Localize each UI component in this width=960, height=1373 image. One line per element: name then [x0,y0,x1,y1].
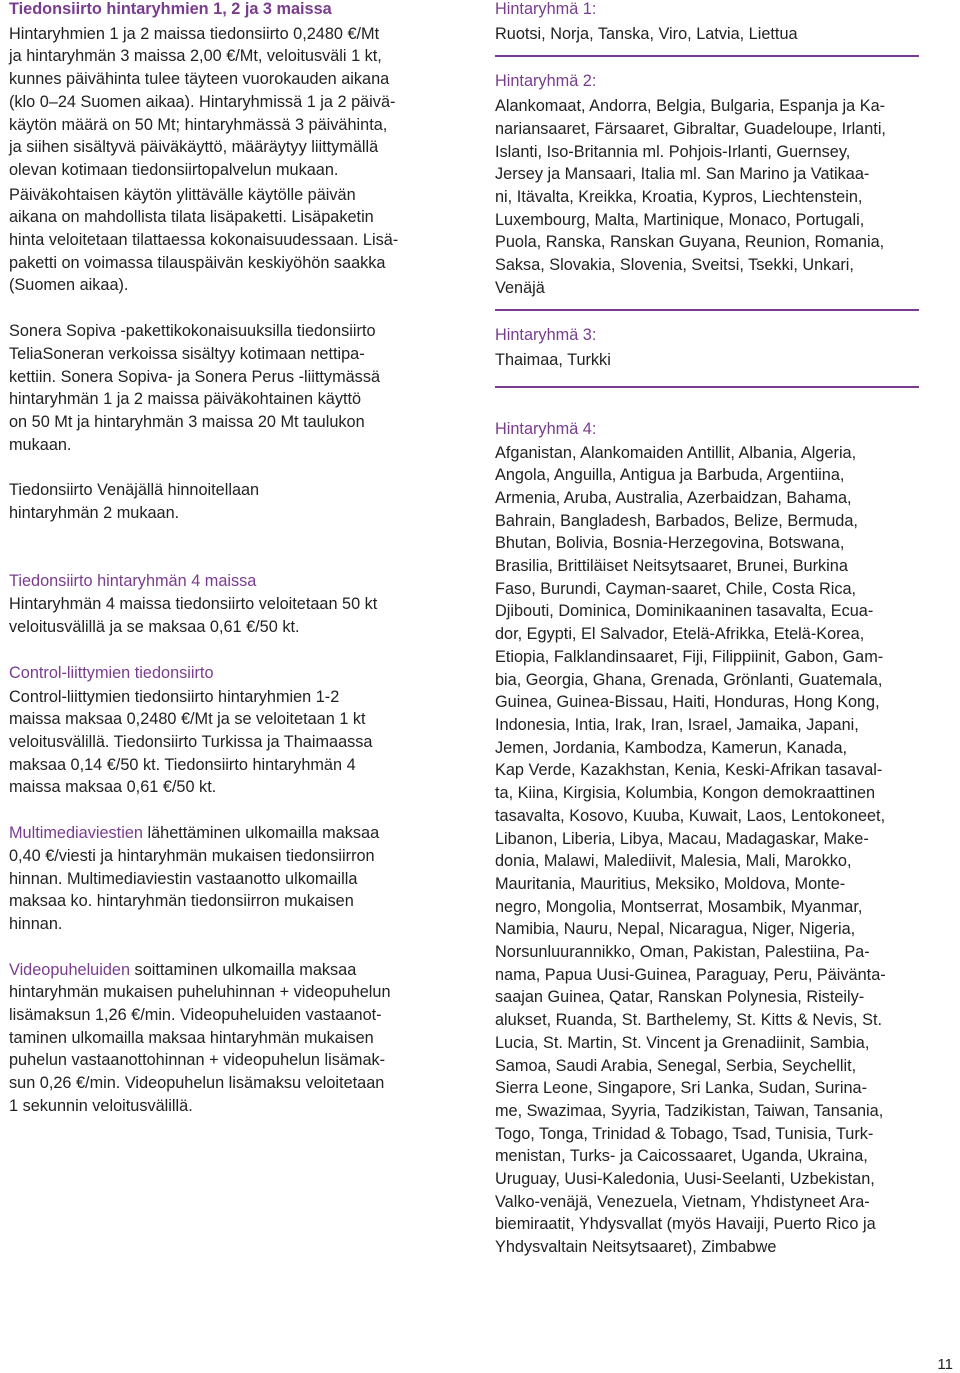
price-group-3-countries: Thaimaa, Turkki [495,351,611,370]
video-text: soittaminen ulkomailla maksaa hintaryhmän mukaisen puheluhinnan + videopuhelun lisämaksun 1,26 €/min. Videopuheluiden vastaanot- taminen ulkomailla maksaa hintaryhmän mukaisen puhelun vastaanottohinnan + videopuhelun lisämak- sun 0,26 €/min. Videopuhelun lisämaksu veloitetaan 1 sekunnin veloitusvälillä. [9,960,391,1115]
divider [495,386,919,388]
mms-text: lähettäminen ulkomailla maksaa 0,40 €/viesti ja hintaryhmän mukaisen tiedonsiirron hinnan. Multimediaviestin vastaanotto ulkomailla maksaa ko. hintaryhmän tiedonsiirron mukaisen hinnan. [9,824,380,933]
paragraph-russia: Tiedonsiirto Venäjällä hinnoitellaan hintaryhmän 2 mukaan. [9,481,260,523]
section-heading-groups-1-3: Tiedonsiirto hintaryhmien 1, 2 ja 3 maissa [9,0,332,18]
price-group-3-heading: Hintaryhmä 3: [495,326,597,345]
paragraph-group-4-price: Hintaryhmän 4 maissa tiedonsiirto veloitetaan 50 kt veloitusvälillä ja se maksaa 0,61 €/50 kt. [9,595,378,637]
price-group-1-countries: Ruotsi, Norja, Tanska, Viro, Latvia, Liettua [495,24,798,43]
paragraph-sonera-sopiva: Sonera Sopiva -pakettikokonaisuuksilla tiedonsiirto TeliaSoneran verkoissa sisältyy kotimaan nettipa- kettiin. Sonera Sopiva- ja Sonera Perus -liittymässä hintaryhmän 1 ja 2 maissa päiväkohtainen käyttö on 50 Mt ja hintaryhmän 3 maissa 20 Mt taulukon mukaan. [9,322,381,454]
video-lead: Videopuheluiden [9,960,131,979]
paragraph-mms [9,822,451,936]
paragraph-control-price: Control-liittymien tiedonsiirto hintaryhmien 1-2 maissa maksaa 0,2480 €/Mt ja se veloitetaan 1 kt veloitusvälillä. Tiedonsiirto Turkissa ja Thaimaassa maksaa 0,14 €/50 kt. Tiedonsiirto hintaryhmän 4 maissa maksaa 0,61 €/50 kt. [9,687,373,797]
price-group-4-heading: Hintaryhmä 4: [495,419,597,438]
mms-lead: Multimediaviestien [9,824,143,843]
paragraph-extra-package: Päiväkohtaisen käytön ylittävälle käytölle päivän aikana on mahdollista tilata lisäpaketti. Lisäpaketin hinta veloitetaan tilattaessa kokonaisuudessaan. Lisä- paketti on voimassa tilauspäivän keskiyöhön saakka (Suomen aikaa). [9,185,399,295]
paragraph-price-groups-1-3: Hintaryhmien 1 ja 2 maissa tiedonsiirto 0,2480 €/Mt ja hintaryhmän 3 maissa 2,00 €/Mt, veloitusväli 1 kt, kunnes päivähinta tulee täyteen vuorokauden aikana (klo 0–24 Suomen aikaa). Hintaryhmissä 1 ja 2 päivä- käytön määrä on 50 Mt; hintaryhmässä 3 päivähinta, ja siihen sisältyvä päiväkäyttö, määräytyy liittymällä olevan kotimaan tiedonsiirtopalvelun mukaan. [9,24,396,179]
price-group-4-countries: Afganistan, Alankomaiden Antillit, Albania, Algeria, Angola, Anguilla, Antigua ja Barbuda, Argentiina, Armenia, Aruba, Australia, Azerbaidzan, Bahama, Bahrain, Bangladesh, Barbados, Belize, Bermuda, Bhutan, Bolivia, Bosnia-Herzegovina, Botswana, Brasilia, Brittiläiset Neitsytsaaret, Brunei, Burkina Faso, Burundi, Cayman-saaret, Chile, Costa Rica, Djibouti, Dominica, Dominikaaninen tasavalta, Ecua- dor, Egypti, El Salvador, Etelä-Afrikka, Etelä-Korea, Etiopia, Falklandinsaaret, Fiji, Filippiinit, Gabon, Gam- bia, Georgia, Ghana, Grenada, Grönlanti, Guatemala, Guinea, Guinea-Bissau, Haiti, Honduras, Hong Kong, Indonesia, Intia, Irak, Iran, Israel, Jamaika, Japani, Jemen, Jordania, Kambodza, Kamerun, Kanada, Kap Verde, Kazakhstan, Kenia, Keski-Afrikan tasaval- ta, Kiina, Kirgisia, Kolumbia, Kongon demokraattinen tasavalta, Kosovo, Kuuba, Kuwait, Laos, Lentokoneet, Libanon, Liberia, Libya, Macau, Madagaskar, Make- donia, Malawi, Malediivit, Malesia, Mali, Marokko, Mauritania, Mauritius, Meksiko, Moldova, Monte- negro, Mongolia, Montserrat, Mosambik, Myanmar, Namibia, Nauru, Nepal, Nicaragua, Niger, Nigeria, Norsunluurannikko, Oman, Pakistan, Palestiina, Pa- nama, Papua Uusi-Guinea, Paraguay, Peru, Päiväntа- saajan Guinea, Qatar, Ranskan Polynesia, Risteily- alukset, Ruanda, St. Barthelemy, St. Kitts & Nevis, St. Lucia, St. Martin, St. Vincent ja Grenadiinit, Sambia, Samoa, Saudi Arabia, Senegal, Serbia, Seychellit, Sierra Leone, Singapore, Sri Lanka, Sudan, Surina- me, Swazimaa, Syyria, Tadzikistan, Taiwan, Tansania, Togo, Tonga, Trinidad & Tobago, Tsad, Tunisia, Turk- menistan, Turks- ja Caicossaaret, Uganda, Ukraina, Uruguay, Uusi-Kaledonia, Uusi-Seelanti, Uzbekistan, Valko-venäjä, Venezuela, Vietnam, Yhdistyneet Ara- biemiraatit, Yhdysvallat (myös Havaiji, Puerto Rico ja Yhdysvaltain Neitsytsaaret), Zimbabwe [495,443,886,1257]
section-heading-control: Control-liittymien tiedonsiirto [9,663,214,682]
page-number: 11 [937,1356,953,1373]
right-column [495,0,947,1259]
price-group-1-heading: Hintaryhmä 1: [495,0,597,18]
divider [495,55,919,57]
price-group-2-heading: Hintaryhmä 2: [495,72,597,91]
divider [495,309,919,311]
left-column [9,0,451,1118]
paragraph-video-calls [9,959,451,1118]
price-group-2-countries: Alankomaat, Andorra, Belgia, Bulgaria, Espanja ja Ka- nariansaaret, Färsaaret, Gibraltar, Guadeloupe, Irlanti, Islanti, Iso-Britannia ml. Pohjois-Irlanti, Guernsey, Jersey ja Mansaari, Italia ml. San Marino ja Vatikaa- ni, Itävalta, Kreikka, Kroatia, Kypros, Liechtenstein, Luxembourg, Malta, Martinique, Monaco, Portugali, Puola, Ranska, Ranskan Guyana, Reunion, Romania, Saksa, Slovakia, Slovenia, Sveitsi, Tsekki, Unkari, Venäjä [495,97,886,297]
section-heading-group-4: Tiedonsiirto hintaryhmän 4 maissa [9,571,257,590]
